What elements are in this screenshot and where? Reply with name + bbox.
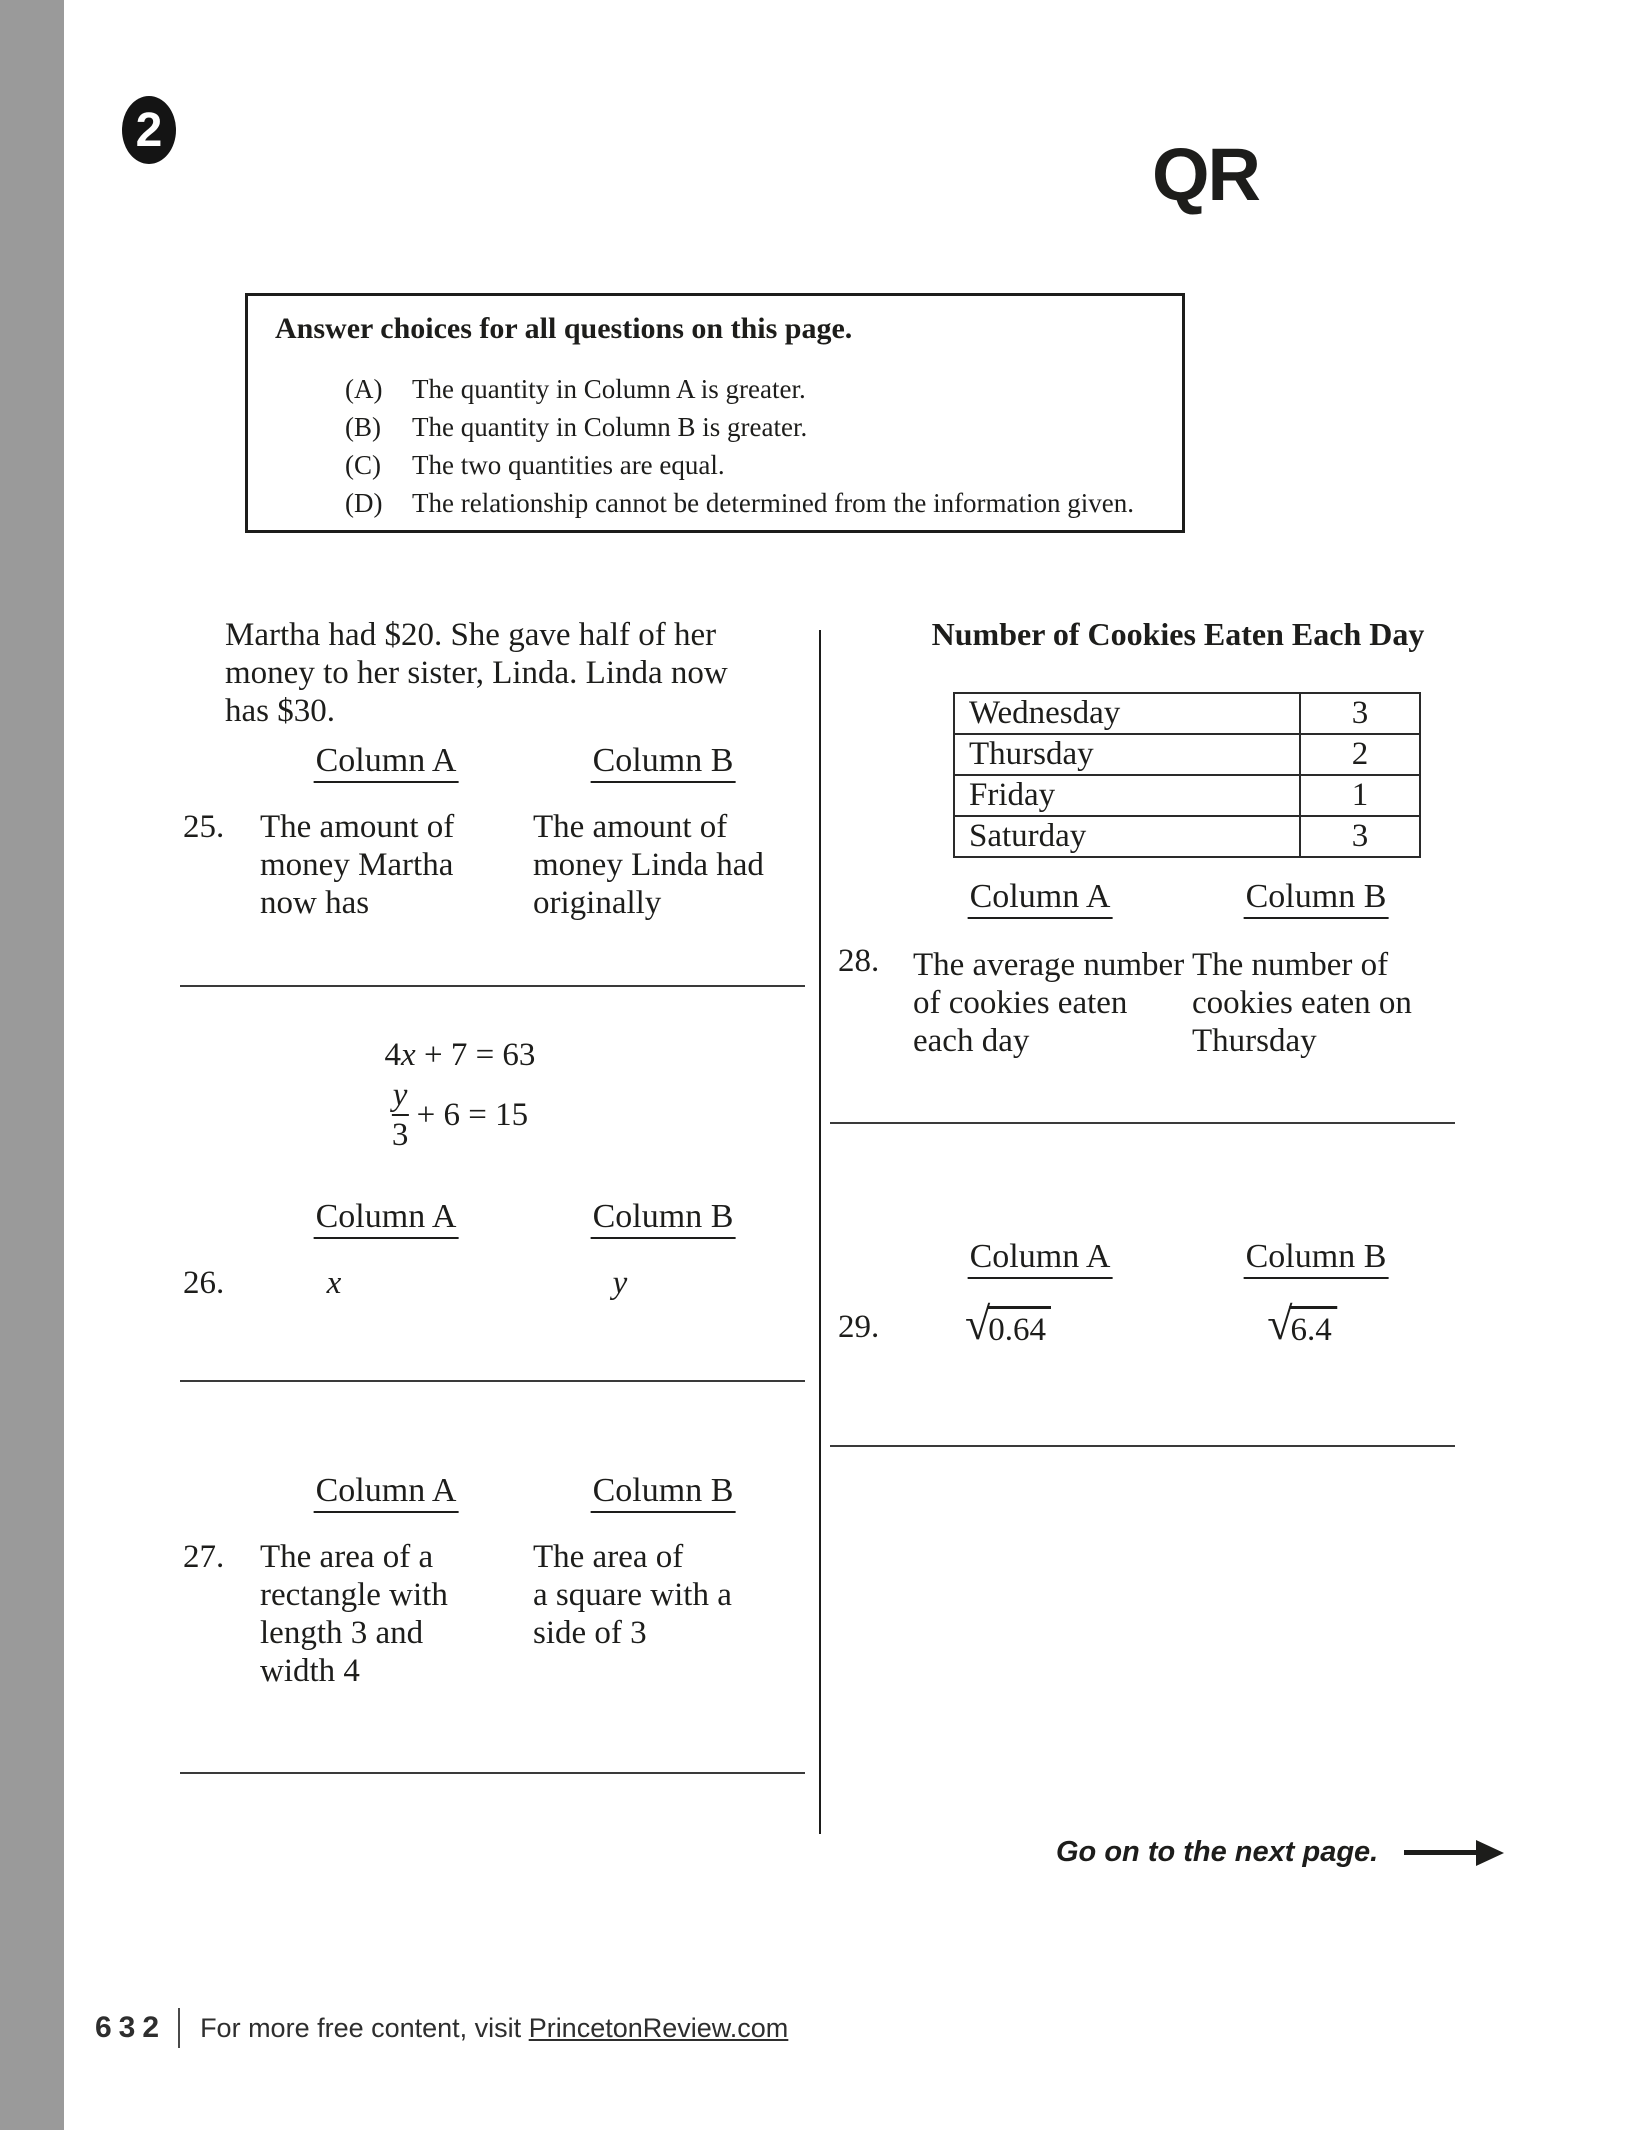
choice-text: The quantity in Column A is greater. [412, 374, 806, 404]
intro-line: has $30. [225, 693, 335, 729]
footer-text: For more free content, visit PrincetonReview.com [200, 2012, 789, 2043]
question-27-column-b [533, 1538, 732, 1652]
equation-rest: + 7 = 63 [415, 1037, 536, 1073]
variable-x: x [401, 1037, 416, 1073]
count-cell: 2 [1300, 734, 1420, 775]
question-26-column-b: y [612, 1265, 628, 1301]
column-b-header-q27: Column B [591, 1472, 736, 1510]
fraction-bar [392, 1114, 409, 1116]
radical-sign: √ [1267, 1298, 1293, 1349]
question-29-column-b [1267, 1298, 1337, 1352]
count-cell: 1 [1300, 775, 1420, 816]
intro-line: money to her sister, Linda. Linda now [225, 655, 728, 691]
fraction [392, 1078, 409, 1152]
count-cell: 3 [1300, 693, 1420, 734]
text-line: money Linda had [533, 847, 764, 883]
choice-text: The quantity in Column B is greater. [412, 412, 808, 442]
answer-box-title: Answer choices for all questions on this page. [275, 312, 853, 345]
question-29-column-a [965, 1298, 1051, 1352]
choice-text: The two quantities are equal. [412, 450, 725, 480]
text-line: originally [533, 885, 662, 921]
text-line: The area of a [260, 1539, 434, 1575]
answer-choices-box [245, 293, 1185, 533]
text-line: The amount of [533, 809, 728, 845]
text-line: The area of [533, 1539, 684, 1575]
day-cell: Thursday [954, 734, 1300, 775]
question-25-column-a [260, 808, 454, 922]
question-25-number: 25. [183, 809, 225, 845]
equation-1 [385, 1036, 536, 1074]
text-line: width 4 [260, 1653, 360, 1689]
cookie-table [953, 692, 1421, 858]
question-25-intro [225, 616, 728, 730]
text-line: length 3 and [260, 1615, 424, 1651]
coefficient: 4 [384, 1037, 402, 1073]
answer-choice-d [345, 484, 1134, 522]
question-26-column-a: x [326, 1265, 342, 1301]
text-line: The average number [913, 947, 1185, 983]
text-line: The number of [1192, 947, 1389, 983]
question-28-rule [830, 1122, 1455, 1124]
intro-line: Martha had $20. She gave half of her [225, 617, 717, 653]
footer-divider [178, 2008, 180, 2048]
text-line: of cookies eaten [913, 985, 1128, 1021]
page-footer [95, 2008, 788, 2048]
text-line: each day [913, 1023, 1030, 1059]
question-28-number: 28. [838, 943, 880, 979]
answer-choices-list [345, 370, 1134, 522]
table-row [954, 693, 1420, 734]
section-code: QR [1152, 133, 1259, 216]
fraction-denominator: 3 [391, 1117, 409, 1153]
choice-letter: (B) [345, 412, 381, 442]
text-line: money Martha [260, 847, 454, 883]
left-margin-strip [0, 0, 64, 2130]
answer-choice-a [345, 370, 1134, 408]
answer-choice-b [345, 408, 1134, 446]
question-27-rule [180, 1772, 805, 1774]
radicand: 6.4 [1290, 1306, 1337, 1351]
column-a-header-q27: Column A [314, 1472, 459, 1510]
question-27-column-a [260, 1538, 448, 1690]
question-26-rule [180, 1380, 805, 1382]
question-29-number: 29. [838, 1309, 880, 1345]
text-line: side of 3 [533, 1615, 647, 1651]
text-line: rectangle with [260, 1577, 448, 1613]
table-row [954, 734, 1420, 775]
question-28-column-a [913, 946, 1184, 1060]
text-line: now has [260, 885, 370, 921]
choice-letter: (C) [345, 450, 381, 480]
question-28-column-b [1192, 946, 1412, 1060]
column-a-header-q26: Column A [314, 1198, 459, 1236]
next-page-arrow-icon [1404, 1840, 1504, 1866]
section-number-badge [122, 96, 176, 164]
question-26-number: 26. [183, 1265, 225, 1301]
count-cell: 3 [1300, 816, 1420, 857]
choice-letter: (D) [345, 488, 383, 518]
column-divider [819, 630, 821, 1834]
choice-letter: (A) [345, 374, 383, 404]
column-b-header-q25: Column B [591, 742, 736, 780]
day-cell: Wednesday [954, 693, 1300, 734]
go-on-instruction [1056, 1836, 1504, 1869]
question-29-rule [830, 1445, 1455, 1447]
go-on-text: Go on to the next page. [1056, 1836, 1379, 1868]
fraction-numerator: y [392, 1077, 408, 1113]
question-25-column-b [533, 808, 764, 922]
text-line: Thursday [1192, 1023, 1317, 1059]
column-b-header-q29: Column B [1244, 1238, 1389, 1276]
column-a-header-q28: Column A [968, 878, 1113, 916]
column-b-header-q26: Column B [591, 1198, 736, 1236]
table-row [954, 775, 1420, 816]
question-25-rule [180, 985, 805, 987]
column-b-header-q28: Column B [1244, 878, 1389, 916]
section-number: 2 [135, 103, 163, 157]
day-cell: Saturday [954, 816, 1300, 857]
equation-rest: + 6 = 15 [408, 1096, 529, 1133]
table-row [954, 816, 1420, 857]
answer-choice-c [345, 446, 1134, 484]
column-a-header-q29: Column A [968, 1238, 1113, 1276]
column-a-header-q25: Column A [314, 742, 459, 780]
text-line: a square with a [533, 1577, 732, 1613]
radical-sign: √ [965, 1298, 991, 1349]
princeton-review-link[interactable]: PrincetonReview.com [528, 2012, 789, 2043]
choice-text: The relationship cannot be determined from the information given. [412, 488, 1135, 518]
square-root-expression [965, 1298, 1051, 1352]
cookie-table-title: Number of Cookies Eaten Each Day [931, 616, 1425, 652]
radicand: 0.64 [987, 1306, 1051, 1351]
text-line: The amount of [260, 809, 455, 845]
day-cell: Friday [954, 775, 1300, 816]
equation-2 [392, 1078, 528, 1152]
square-root-expression [1267, 1298, 1337, 1352]
text-line: cookies eaten on [1192, 985, 1412, 1021]
question-27-number: 27. [183, 1539, 225, 1575]
page-number: 632 [95, 2011, 167, 2044]
